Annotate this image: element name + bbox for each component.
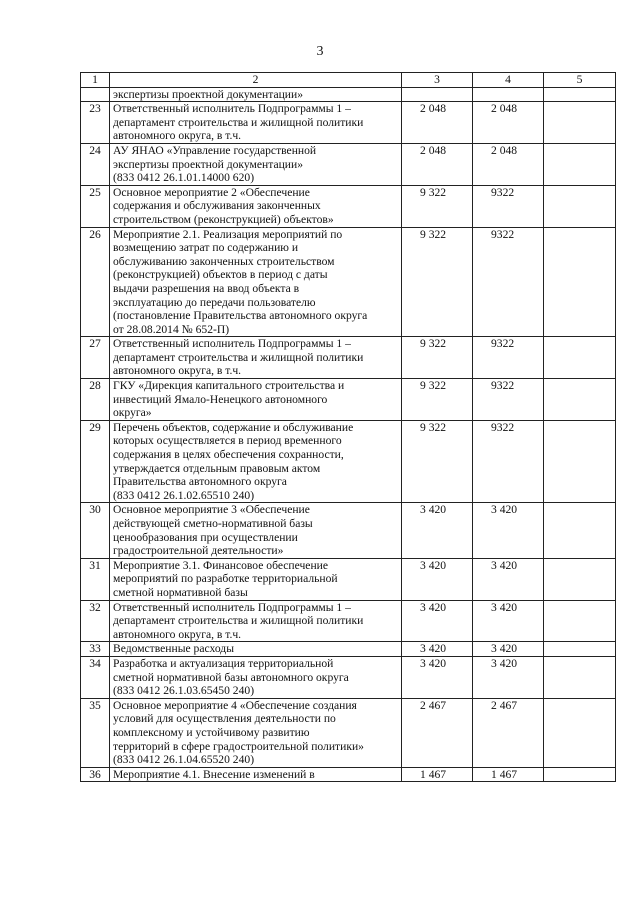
row-value-col-5 bbox=[544, 185, 616, 227]
row-description bbox=[110, 379, 402, 421]
row-description bbox=[110, 143, 402, 185]
table-row bbox=[81, 600, 616, 642]
row-value-col-3: 3 420 bbox=[402, 503, 473, 558]
description-line: Мероприятие 3.1. Финансовое обеспечение bbox=[113, 558, 328, 572]
description-line: комплексному и устойчивому развитию bbox=[113, 725, 310, 739]
table-row bbox=[81, 143, 616, 185]
description-line: обслуживанию законченных строительством bbox=[113, 254, 335, 268]
row-value-col-3: 9 322 bbox=[402, 185, 473, 227]
row-description bbox=[110, 642, 402, 657]
description-line: экспертизы проектной документации» bbox=[113, 157, 303, 171]
row-value-col-3: 3 420 bbox=[402, 558, 473, 600]
description-line: которых осуществляется в период временного bbox=[113, 434, 342, 448]
row-number: 36 bbox=[81, 767, 110, 782]
row-value-col-4: 9322 bbox=[473, 185, 544, 227]
description-line: Ответственный исполнитель Подпрограммы 1 – bbox=[113, 102, 351, 116]
row-value-col-3: 9 322 bbox=[402, 227, 473, 337]
description-line: действующей сметно-нормативной базы bbox=[113, 517, 313, 530]
description-line: АУ ЯНАО «Управление государственной bbox=[113, 143, 317, 157]
row-description bbox=[110, 600, 402, 642]
description-line: Мероприятие 2.1. Реализация мероприятий по bbox=[113, 227, 343, 241]
row-number: 27 bbox=[81, 337, 110, 379]
description-line: территорий в сфере градостроительной политики» bbox=[113, 739, 364, 753]
description-line: градостроительной деятельности» bbox=[113, 544, 284, 558]
table-row bbox=[81, 558, 616, 600]
row-number: 31 bbox=[81, 558, 110, 600]
row-value-col-3: 9 322 bbox=[402, 337, 473, 379]
row-number: 33 bbox=[81, 642, 110, 657]
row-number: 26 bbox=[81, 227, 110, 337]
description-line: (833 0412 26.1.02.65510 240) bbox=[113, 488, 255, 502]
row-number: 32 bbox=[81, 600, 110, 642]
table-row bbox=[81, 102, 616, 144]
row-value-col-4: 9322 bbox=[473, 379, 544, 421]
table-row bbox=[81, 698, 616, 767]
row-value-col-3: 9 322 bbox=[402, 420, 473, 503]
row-value-col-3: 2 467 bbox=[402, 698, 473, 767]
description-line: автономного округа, в т.ч. bbox=[113, 129, 242, 143]
description-line: департамент строительства и жилищной политики bbox=[113, 115, 364, 129]
description-line: выдачи разрешения на ввод объекта в bbox=[113, 281, 300, 295]
row-value-col-4: 3 420 bbox=[473, 503, 544, 558]
description-line: автономного округа, в т.ч. bbox=[113, 627, 242, 641]
row-value-col-4: 3 420 bbox=[473, 600, 544, 642]
description-line: Ведомственные расходы bbox=[113, 642, 234, 656]
row-value-col-5 bbox=[544, 600, 616, 642]
description-line: утверждается отдельным правовым актом bbox=[113, 461, 321, 475]
row-description bbox=[110, 185, 402, 227]
description-line: (833 0412 26.1.04.65520 240) bbox=[113, 753, 255, 767]
description-line: Перечень объектов, содержание и обслуживание bbox=[113, 420, 354, 434]
description-line: от 28.08.2014 № 652-П) bbox=[113, 322, 230, 336]
description-line: строительством (реконструкцией) объектов» bbox=[113, 212, 334, 226]
description-line: (реконструкцией) объектов в период с даты bbox=[113, 268, 328, 282]
row-value-col-4: 1 467 bbox=[473, 767, 544, 782]
description-line: Основное мероприятие 2 «Обеспечение bbox=[113, 185, 310, 199]
row-value-col-4: 9322 bbox=[473, 227, 544, 337]
row-number: 23 bbox=[81, 102, 110, 144]
description-line: условий для осуществления деятельности по bbox=[113, 712, 336, 726]
table-row bbox=[81, 420, 616, 503]
table-row bbox=[81, 642, 616, 657]
header-col-3: 3 bbox=[402, 73, 473, 88]
row-number: 24 bbox=[81, 143, 110, 185]
description-line: содержания и обслуживания законченных bbox=[113, 199, 321, 213]
row-value-col-5 bbox=[544, 102, 616, 144]
row-number: 25 bbox=[81, 185, 110, 227]
description-line: возмещению затрат по содержанию и bbox=[113, 241, 299, 255]
table-row bbox=[81, 379, 616, 421]
row-number: 30 bbox=[81, 503, 110, 558]
row-value-col-3: 3 420 bbox=[402, 642, 473, 657]
description-line: инвестиций Ямало-Ненецкого автономного bbox=[113, 392, 328, 406]
table-row bbox=[81, 337, 616, 379]
row-number: 29 bbox=[81, 420, 110, 503]
description-line: ценообразования при осуществлении bbox=[113, 530, 298, 544]
description-line: (833 0412 26.1.01.14000 620) bbox=[113, 171, 255, 185]
row-description bbox=[110, 503, 402, 558]
description-line: (постановление Правительства автономного округа bbox=[113, 309, 368, 323]
row-value-col-5 bbox=[544, 698, 616, 767]
row-value-col-3: 3 420 bbox=[402, 656, 473, 698]
row-value-col-4: 3 420 bbox=[473, 558, 544, 600]
row-description bbox=[110, 102, 402, 144]
row-description bbox=[110, 698, 402, 767]
row-value-col-3: 2 048 bbox=[402, 102, 473, 144]
row-value-col-5 bbox=[544, 420, 616, 503]
description-line: содержания в целях обеспечения сохранности, bbox=[113, 448, 344, 462]
row-number: 34 bbox=[81, 656, 110, 698]
row-value-col-3: 3 420 bbox=[402, 600, 473, 642]
header-col-5: 5 bbox=[544, 73, 616, 88]
row-description bbox=[110, 227, 402, 337]
description-line: ГКУ «Дирекция капитального строительства и bbox=[113, 379, 345, 393]
description-line: департамент строительства и жилищной политики bbox=[113, 350, 364, 364]
description-line: экспертизы проектной документации» bbox=[113, 87, 303, 101]
row-value-col-4: 2 467 bbox=[473, 698, 544, 767]
description-line: округа» bbox=[113, 406, 152, 420]
row-description bbox=[110, 767, 402, 782]
row-value-col-4: 9322 bbox=[473, 337, 544, 379]
header-col-2: 2 bbox=[110, 73, 402, 88]
table-row bbox=[81, 656, 616, 698]
row-value-col-5 bbox=[544, 642, 616, 657]
row-value-col-4: 3 420 bbox=[473, 656, 544, 698]
description-line: мероприятий по разработке территориальной bbox=[113, 572, 338, 586]
description-line: Основное мероприятие 4 «Обеспечение создания bbox=[113, 698, 357, 712]
row-number bbox=[81, 87, 110, 102]
row-value-col-4: 2 048 bbox=[473, 102, 544, 144]
description-line: эксплуатацию до передачи пользователю bbox=[113, 295, 316, 309]
row-value-col-5 bbox=[544, 87, 616, 102]
description-line: Ответственный исполнитель Подпрограммы 1 – bbox=[113, 600, 351, 614]
row-value-col-3 bbox=[402, 87, 473, 102]
table-header-row bbox=[81, 73, 616, 88]
description-line: департамент строительства и жилищной политики bbox=[113, 614, 364, 628]
row-value-col-5 bbox=[544, 143, 616, 185]
budget-table bbox=[80, 72, 616, 782]
row-description bbox=[110, 337, 402, 379]
description-line: (833 0412 26.1.03.65450 240) bbox=[113, 684, 255, 698]
row-value-col-5 bbox=[544, 503, 616, 558]
description-line: Ответственный исполнитель Подпрограммы 1 – bbox=[113, 337, 351, 351]
row-number: 28 bbox=[81, 379, 110, 421]
row-description bbox=[110, 87, 402, 102]
description-line: Мероприятие 4.1. Внесение изменений в bbox=[113, 767, 315, 781]
row-value-col-3: 9 322 bbox=[402, 379, 473, 421]
description-line: сметной нормативной базы автономного округа bbox=[113, 670, 349, 684]
row-value-col-5 bbox=[544, 558, 616, 600]
table-row bbox=[81, 185, 616, 227]
row-value-col-5 bbox=[544, 379, 616, 421]
row-value-col-4: 9322 bbox=[473, 420, 544, 503]
description-line: Основное мероприятие 3 «Обеспечение bbox=[113, 503, 310, 517]
table-row bbox=[81, 503, 616, 558]
header-col-1: 1 bbox=[81, 73, 110, 88]
row-description bbox=[110, 656, 402, 698]
table-row bbox=[81, 227, 616, 337]
description-line: Разработка и актуализация территориальной bbox=[113, 656, 334, 670]
row-description bbox=[110, 420, 402, 503]
row-value-col-4: 2 048 bbox=[473, 143, 544, 185]
table-row bbox=[81, 87, 616, 102]
row-value-col-5 bbox=[544, 656, 616, 698]
description-line: Правительства автономного округа bbox=[113, 475, 287, 489]
header-col-4: 4 bbox=[473, 73, 544, 88]
description-line: автономного округа, в т.ч. bbox=[113, 364, 242, 378]
row-value-col-3: 1 467 bbox=[402, 767, 473, 782]
page-number: 3 bbox=[316, 44, 324, 59]
description-line: сметной нормативной базы bbox=[113, 585, 248, 599]
row-value-col-3: 2 048 bbox=[402, 143, 473, 185]
row-value-col-4: 3 420 bbox=[473, 642, 544, 657]
row-value-col-4 bbox=[473, 87, 544, 102]
row-value-col-5 bbox=[544, 767, 616, 782]
row-description bbox=[110, 558, 402, 600]
row-number: 35 bbox=[81, 698, 110, 767]
table-row bbox=[81, 767, 616, 782]
row-value-col-5 bbox=[544, 227, 616, 337]
row-value-col-5 bbox=[544, 337, 616, 379]
